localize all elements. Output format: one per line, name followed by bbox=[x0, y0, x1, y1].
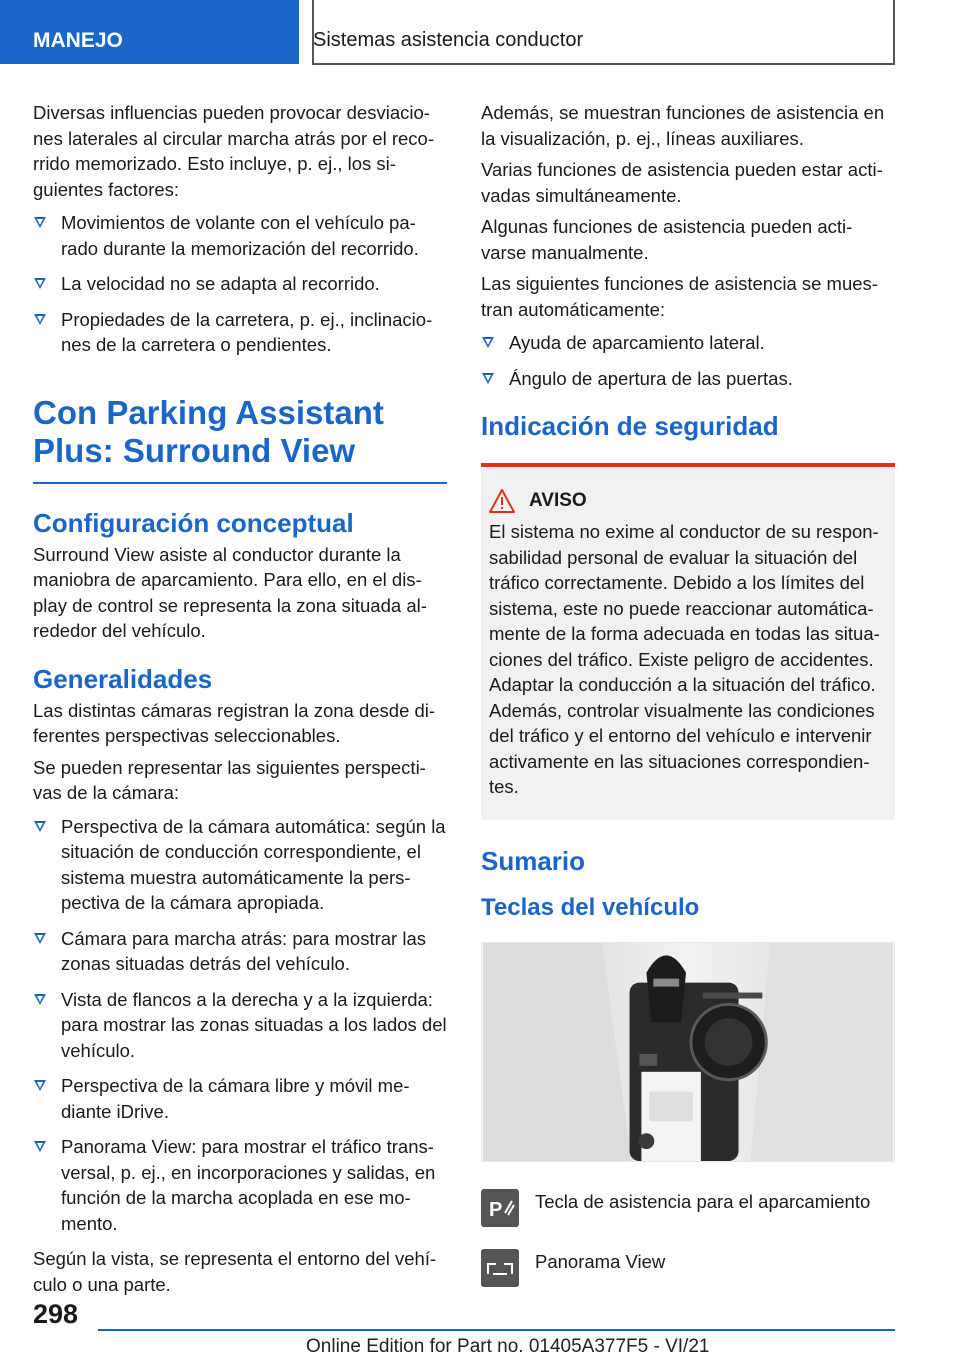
general-paragraph-2: Se pueden representar las siguientes perspecti-vas de la cámara: bbox=[33, 756, 426, 803]
bullet-triangle-icon bbox=[34, 994, 46, 1005]
auto-functions-list bbox=[481, 330, 895, 391]
bullet-triangle-icon bbox=[34, 821, 46, 832]
perspectives-list bbox=[33, 814, 447, 1237]
closing-paragraph: Según la vista, se representa el entorno del vehí-culo o una parte. bbox=[33, 1248, 437, 1295]
list-item: Ayuda de aparcamiento lateral. bbox=[481, 330, 895, 356]
list-item: Movimientos de volante con el vehículo pa-rado durante la memorización del recorrido. bbox=[33, 210, 447, 261]
general-heading: Generalidades bbox=[33, 663, 213, 694]
list-item: Vista de flancos a la derecha y a la izquierda: para mostrar las zonas situadas a los lados del vehículo. bbox=[33, 987, 447, 1064]
vehicle-controls-photo bbox=[481, 942, 895, 1162]
heading-rule bbox=[33, 482, 447, 484]
chapter-tab-label: MANEJO bbox=[33, 29, 123, 52]
parking-assist-key-icon bbox=[481, 1189, 519, 1227]
list-item: Propiedades de la carretera, p. ej., inclinacio-nes de la carretera o pendientes. bbox=[33, 307, 447, 358]
safety-heading: Indicación de seguridad bbox=[481, 411, 779, 441]
key-row-panorama-view bbox=[481, 1249, 895, 1287]
warning-title: AVISO bbox=[529, 490, 587, 511]
bullet-triangle-icon bbox=[34, 1141, 46, 1152]
panorama-view-key-icon bbox=[481, 1249, 519, 1287]
bullet-triangle-icon bbox=[34, 933, 46, 944]
bullet-triangle-icon bbox=[482, 373, 494, 384]
key-row-parking-assist bbox=[481, 1189, 895, 1227]
right-paragraph-3: Algunas funciones de asistencia pueden acti-varse manualmente. bbox=[481, 216, 853, 263]
summary-heading: Sumario bbox=[481, 845, 586, 876]
general-paragraph-1: Las distintas cámaras registran la zona desde di-ferentes perspectivas seleccionables. bbox=[33, 699, 436, 746]
footer-rule bbox=[98, 1329, 895, 1331]
list-item: Cámara para marcha atrás: para mostrar las zonas situadas detrás del vehículo. bbox=[33, 926, 447, 977]
list-item: Perspectiva de la cámara libre y móvil me-diante iDrive. bbox=[33, 1073, 447, 1124]
warning-box bbox=[481, 463, 895, 820]
bullet-triangle-icon bbox=[482, 337, 494, 348]
bullet-triangle-icon bbox=[34, 217, 46, 228]
warning-triangle-icon bbox=[489, 489, 515, 513]
concept-heading: Configuración conceptual bbox=[33, 507, 354, 538]
intro-paragraph: Diversas influencias pueden provocar desviacio-nes laterales al circular marcha atrás por el reco-rrido memorizado. Esto incluye, p. ej., los si-guientes factores: bbox=[33, 102, 434, 200]
bullet-triangle-icon bbox=[34, 314, 46, 325]
list-item: La velocidad no se adapta al recorrido. bbox=[33, 271, 447, 297]
svg-text:P: P bbox=[489, 1198, 503, 1221]
key-label-parking-assist: Tecla de asistencia para el aparcamiento bbox=[535, 1190, 871, 1212]
left-column bbox=[33, 100, 447, 1303]
list-item: Panorama View: para mostrar el tráfico trans-versal, p. ej., en incorporaciones y salidas, en función de la marcha acoplada en ese mo-mento. bbox=[33, 1134, 447, 1236]
section-title: Sistemas asistencia conductor bbox=[313, 29, 584, 51]
list-item: Ángulo de apertura de las puertas. bbox=[481, 366, 895, 392]
header-underline bbox=[312, 63, 895, 65]
bullet-triangle-icon bbox=[34, 1080, 46, 1091]
warning-text: El sistema no exime al conductor de su respon-sabilidad personal de evaluar la situación del tráfico correctamente. Debido a los límites del sistema, este no puede reaccionar automática-mente de la forma adecuada en todas las situa-ciones del tráfico. Existe peligro de accidentes. Adaptar la conducción a la situación del tráfico. Además, controlar visualmente las condiciones del tráfico y el entorno del vehículo e intervenir activamente en las situaciones correspondien-tes. bbox=[489, 521, 880, 797]
bullet-triangle-icon bbox=[34, 278, 46, 289]
right-column bbox=[481, 100, 895, 1287]
right-paragraph-4: Las siguientes funciones de asistencia se mues-tran automáticamente: bbox=[481, 273, 878, 320]
warning-header bbox=[489, 489, 887, 513]
edition-note: Online Edition for Part no. 01405A377F5 - VI/21 bbox=[306, 1336, 710, 1357]
header-divider-right bbox=[893, 0, 895, 64]
concept-paragraph: Surround View asiste al conductor durante la maniobra de aparcamiento. Para ello, en el dis-play de control se representa la zona situada al-rededor del vehículo. bbox=[33, 543, 427, 641]
chapter-tab bbox=[0, 0, 299, 64]
right-paragraph-1: Además, se muestran funciones de asistencia en la visualización, p. ej., líneas auxiliares. bbox=[481, 102, 885, 149]
main-heading: Con Parking Assistant Plus: Surround View bbox=[33, 393, 384, 469]
key-label-panorama-view: Panorama View bbox=[535, 1250, 666, 1272]
list-item: Perspectiva de la cámara automática: según la situación de conducción correspondiente, el sistema muestra automáticamente la pers-pectiva de la cámara apropiada. bbox=[33, 814, 447, 916]
factors-list bbox=[33, 210, 447, 358]
keys-heading: Teclas del vehículo bbox=[481, 893, 700, 921]
right-paragraph-2: Varias funciones de asistencia pueden estar acti-vadas simultáneamente. bbox=[481, 159, 883, 206]
page-number: 298 bbox=[33, 1299, 79, 1329]
